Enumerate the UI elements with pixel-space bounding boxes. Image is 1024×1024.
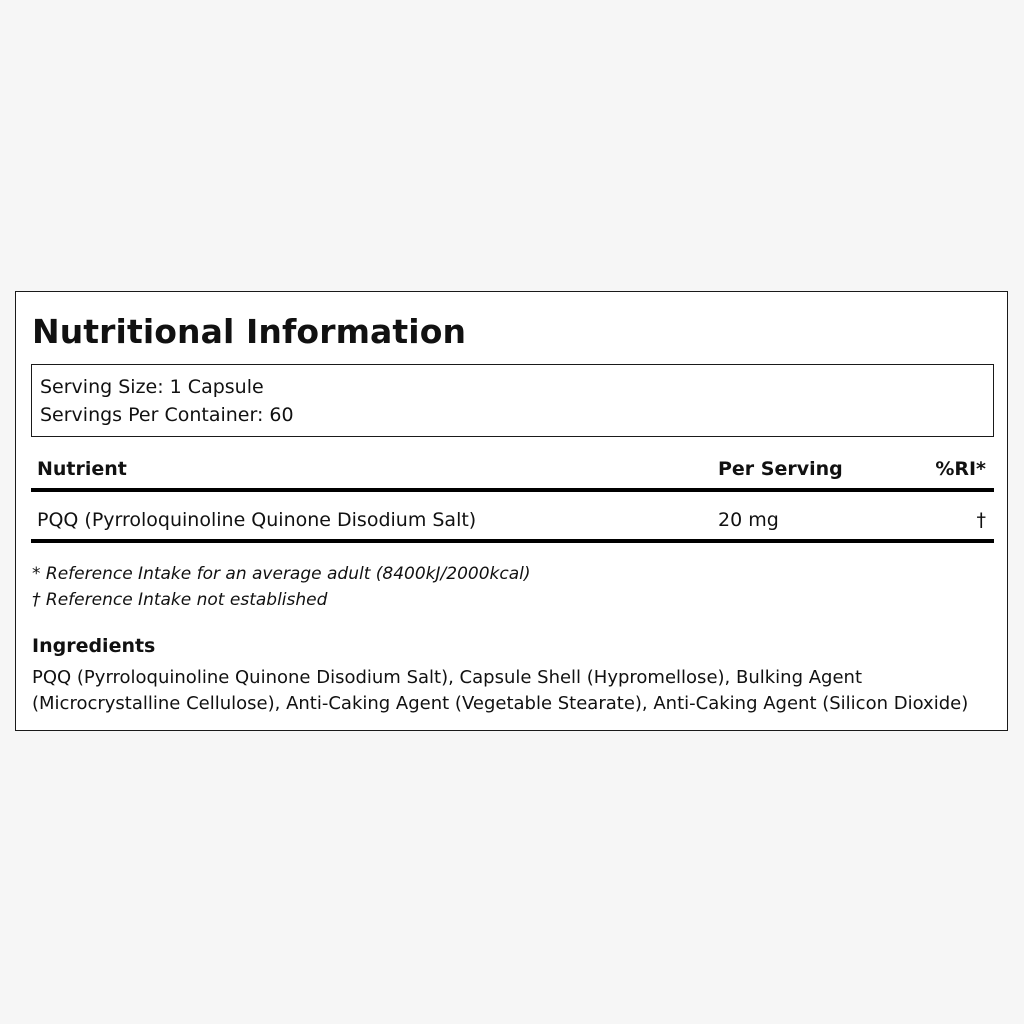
column-header-nutrient: Nutrient: [37, 458, 127, 480]
header-divider: [31, 488, 994, 492]
panel-title: Nutritional Information: [32, 312, 467, 351]
footnote-not-established: † Reference Intake not established: [32, 590, 328, 610]
row-ri: †: [976, 509, 986, 531]
servings-per-container: Servings Per Container: 60: [40, 404, 294, 426]
ingredients-heading: Ingredients: [32, 635, 156, 657]
row-nutrient-name: PQQ (Pyrroloquinoline Quinone Disodium Salt): [37, 509, 477, 531]
column-header-per-serving: Per Serving: [718, 458, 843, 480]
column-header-ri: %RI*: [935, 458, 986, 480]
ingredients-text-line: PQQ (Pyrroloquinoline Quinone Disodium Salt), Capsule Shell (Hypromellose), Bulking Agent: [32, 667, 862, 688]
nutrition-panel: [15, 291, 1008, 731]
serving-info-box: [31, 364, 994, 437]
serving-size: Serving Size: 1 Capsule: [40, 376, 264, 398]
footnote-reference-intake: * Reference Intake for an average adult (8400kJ/2000kcal): [32, 564, 531, 584]
row-per-serving: 20 mg: [718, 509, 779, 531]
row-divider: [31, 539, 994, 543]
ingredients-text-line: (Microcrystalline Cellulose), Anti-Caking Agent (Vegetable Stearate), Anti-Caking Agent (Silicon Dioxide): [32, 693, 969, 714]
